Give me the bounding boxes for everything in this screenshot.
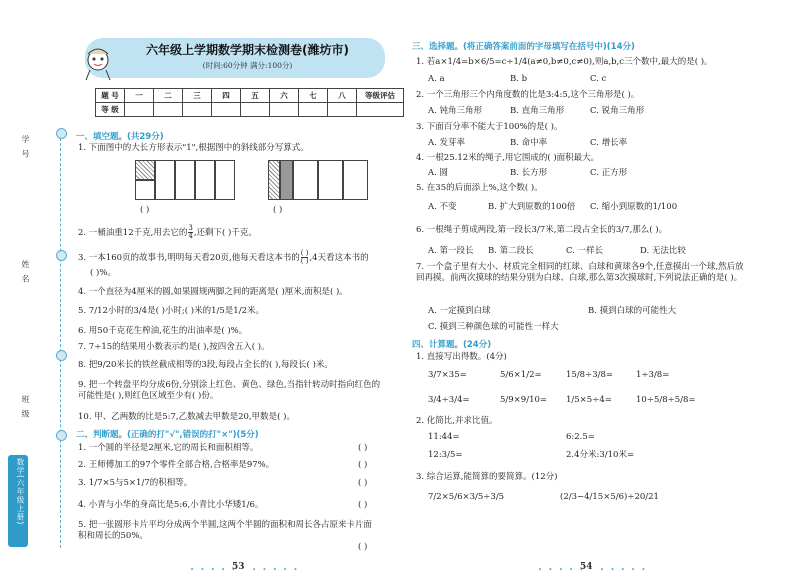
binding-hole [56,250,67,261]
student-id-label: 学 号 [21,135,30,160]
choice-option[interactable]: B. 扩大到原数的100倍 [488,202,576,212]
score-table-row [96,103,404,117]
ratio-item: 12:3/5= [428,450,463,460]
binding-hole [56,430,67,441]
judge-blank[interactable]: ( ) [358,542,368,552]
score-cell: 二 [154,89,183,103]
score-table-row [96,89,404,103]
score-cell: 等 级 [96,103,125,117]
calc-item: 3/7×35= [428,370,467,380]
choice-option[interactable]: C. 正方形 [590,168,628,178]
judge-item: 2. 王师傅加工的97个零件全部合格,合格率是97%。 [78,460,275,470]
judge-blank[interactable]: ( ) [358,443,368,453]
choice-option[interactable]: A. 一定摸到白球 [428,306,491,316]
choice-option[interactable]: B. b [510,74,528,84]
score-cell: 七 [299,89,328,103]
choice-option[interactable]: C. 锐角三角形 [590,106,645,116]
figure-rectangle-1 [135,160,235,200]
score-cell: 六 [270,89,299,103]
choice-option[interactable]: C. 缩小到原数的1/100 [590,202,678,212]
class-label: 班 级 [21,395,30,420]
judge-item: 4. 小青与小华的身高比是5:6,小青比小华矮1/6。 [78,500,264,510]
page-decoration: • • • • • [538,566,586,574]
score-cell: 一 [125,89,154,103]
calc-item: 1/5×5÷4= [566,395,612,405]
question-text: 3. 综合运算,能简算的要简算。(12分) [416,472,558,482]
ratio-item: 11:44= [428,432,460,442]
question-text: 5. 7/12小时的3/4是( )小时;( )米的1/5是1/2米。 [78,306,264,316]
choice-option[interactable]: A. 圆 [428,168,449,178]
choice-option[interactable]: A. 不变 [428,202,457,212]
score-table [95,88,404,117]
calc-item: 3/4÷3/4= [428,395,470,405]
choice-question: 3. 下面百分率不能大于100%的是( )。 [416,122,563,132]
choice-option[interactable]: C. 增长率 [590,138,628,148]
choice-question: 2. 一个三角形三个内角度数的比是3:4:5,这个三角形是( )。 [416,90,640,100]
judge-item: 3. 1/7×5与5×1/7的积相等。 [78,478,193,488]
exam-meta: (时间:60分钟 满分:100分) [202,61,293,70]
section-heading: 三、选择题。(将正确答案前面的字母填写在括号中)(14分) [412,42,635,52]
calc-item: 5/6×1/2= [500,370,542,380]
score-cell: 八 [328,89,357,103]
question-text: 7. 7÷15的结果用小数表示约是( ),按四舍五入( )。 [78,342,270,352]
choice-option[interactable]: A. 钝角三角形 [428,106,483,116]
question-text: ( )%。 [90,268,116,278]
binding-hole [56,128,67,139]
section-heading: 二、判断题。(正确的打"√",错误的打"×")(5分) [76,430,259,440]
question-text: 10. 甲、乙两数的比是5:7,乙数减去甲数是20,甲数是( )。 [78,412,295,422]
choice-option[interactable]: C. 一样长 [566,246,604,256]
choice-option[interactable]: C. c [590,74,607,84]
question-text: 2. 一桶油重12千克,用去它的 $\frac{3}{4}$ ,还剩下( )千克。 [78,224,257,240]
score-cell: 五 [241,89,270,103]
choice-option[interactable]: B. 长方形 [510,168,548,178]
calc-item: 5/9×9/10= [500,395,548,405]
choice-question: 5. 在35的后面添上%,这个数( )。 [416,183,543,193]
answer-blank[interactable]: ( ) [140,205,150,215]
subject-tab-text: 数学(六年级上册) [16,458,25,526]
page-title: 六年级上学期数学期末检测卷(潍坊市) [146,43,349,57]
question-text: 6. 用50千克花生榨油,花生的出油率是( )%。 [78,326,248,336]
choice-option[interactable]: D. 无法比较 [640,246,686,256]
answer-blank[interactable]: ( ) [273,205,283,215]
question-text: 3. 一本160页的故事书,明明每天看20页,他每天看这本书的 $\frac{( )}{( )}$ ,4天看这本书的 [78,249,369,265]
figure-rectangle-2 [268,160,368,200]
binding-hole [56,350,67,361]
page-decoration: • • • • • [190,566,238,574]
mixed-calc: (2/3−4/15×5/6)÷20/21 [560,492,659,502]
score-cell: 三 [183,89,212,103]
question-text: 9. 把一个转盘平均分成6份,分别涂上红色、黄色、绿色,当指针转动时指向红色的可能性是( ),则红色区域至少有( )份。 [78,380,381,401]
page-number: 53 [232,562,245,572]
page-decoration: • • • • • [600,566,648,574]
choice-option[interactable]: B. 摸到白球的可能性大 [588,306,677,316]
choice-option[interactable]: C. 摸到三种颜色球的可能性一样大 [428,322,559,332]
calc-item: 1÷3/8= [636,370,670,380]
judge-item: 5. 把一张圆形卡片平均分成两个半圆,这两个半圆的面积和周长各占原来卡片面积和周长的50%。 [78,520,373,541]
mixed-calc: 7/2×5/6×3/5÷3/5 [428,492,505,502]
choice-option[interactable]: A. a [428,74,445,84]
page-number: 54 [580,562,593,572]
choice-option[interactable]: B. 第二段长 [488,246,534,256]
choice-question: 1. 若a×1/4=b×6/5=c÷1/4(a≠0,b≠0,c≠0),则a,b,c三个数中,最大的是( )。 [416,57,713,67]
ratio-item: 2.4分米:3/10米= [566,450,635,460]
question-text: 8. 把9/20米长的铁丝截成相等的3段,每段占全长的( ),每段长( )米。 [78,360,333,370]
judge-blank[interactable]: ( ) [358,460,368,470]
calc-item: 15/8÷3/8= [566,370,614,380]
choice-option[interactable]: A. 发芽率 [428,138,466,148]
binding-line [60,128,61,548]
question-text: 2. 化简比,并求比值。 [416,416,498,426]
mascot-icon [78,44,118,82]
score-cell: 四 [212,89,241,103]
calc-item: 10÷5/8÷5/8= [636,395,696,405]
choice-question: 7. 一个盒子里有大小、材质完全相同的红球、白球和黄球各9个,任意摸出一个球,然后放回再摸。前两次摸球的结果分别为白球、白球,那么第3次摸球时,下列说法正确的是( )。 [416,262,744,283]
question-text: 1. 下面图中的大长方形表示"1",根据图中的斜线部分写算式。 [78,143,309,153]
score-cell: 题 号 [96,89,125,103]
choice-option[interactable]: B. 命中率 [510,138,548,148]
section-heading: 一、填空题。(共29分) [76,132,164,142]
choice-option[interactable]: B. 直角三角形 [510,106,565,116]
page-decoration: • • • • • [252,566,300,574]
judge-blank[interactable]: ( ) [358,500,368,510]
choice-question: 6. 一根绳子剪成两段,第一段长3/7米,第二段占全长的3/7,那么( )。 [416,225,668,235]
name-label: 姓 名 [21,260,30,285]
section-heading: 四、计算题。(24分) [412,340,492,350]
ratio-item: 6:2.5= [566,432,595,442]
judge-blank[interactable]: ( ) [358,478,368,488]
judge-item: 1. 一个圆的半径是2厘米,它的周长和面积相等。 [78,443,259,453]
choice-question: 4. 一根25.12米的绳子,用它围成的( )面积最大。 [416,153,600,163]
score-cell: 等级评估 [357,89,404,103]
choice-option[interactable]: A. 第一段长 [428,246,474,256]
question-text: 4. 一个直径为4厘米的圆,如果圆规两脚之间的距离是( )厘米,面积是( )。 [78,287,348,297]
question-text: 1. 直接写出得数。(4分) [416,352,507,362]
